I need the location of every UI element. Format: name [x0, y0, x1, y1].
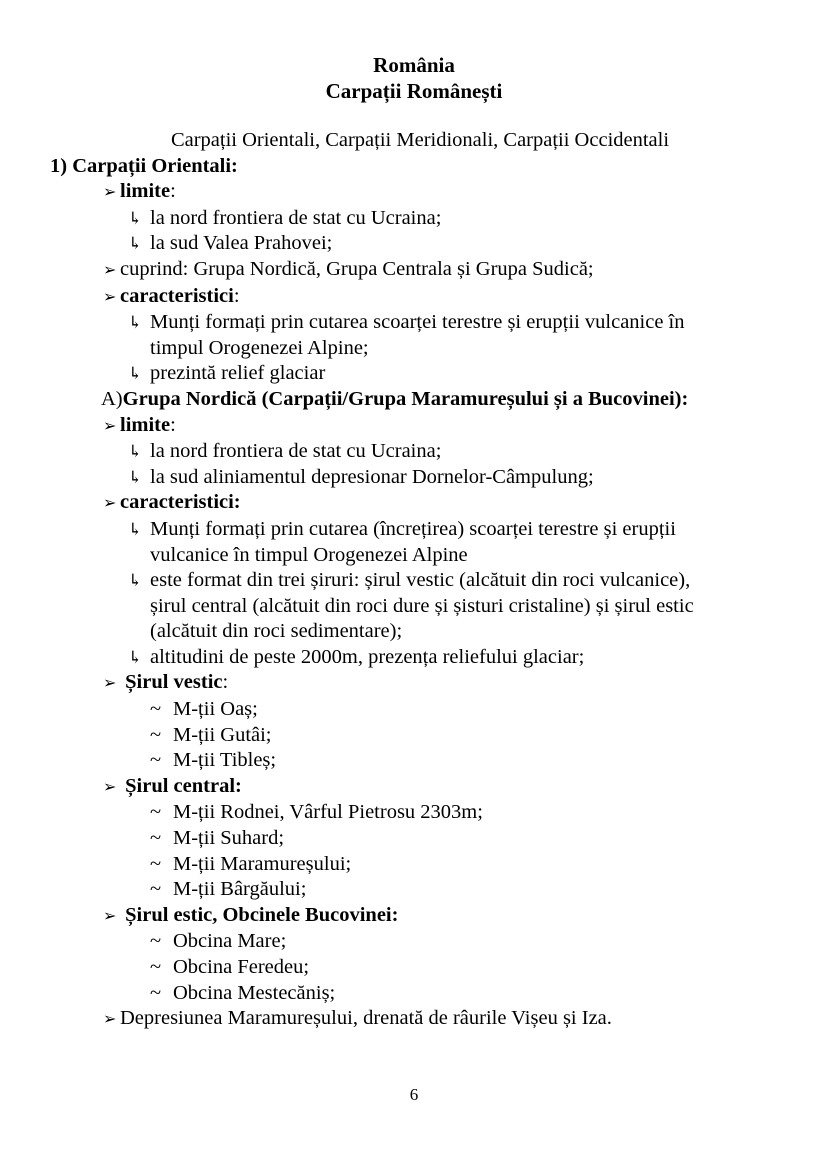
list-item: ~ Obcina Feredeu;: [0, 955, 828, 981]
page-number: 6: [409, 1085, 419, 1104]
hook-arrow-icon: ↳: [128, 571, 143, 591]
list-item: ~ M-ții Rodnei, Vârful Pietrosu 2303m;: [0, 800, 828, 826]
list-item-continued: vulcanice în timpul Orogenezei Alpine: [150, 543, 468, 566]
intro-line: Carpații Orientali, Carpații Meridionali, Carpații Occidentali: [170, 129, 670, 151]
list-item: ↳ la nord frontiera de stat cu Ucraina;: [0, 439, 828, 465]
tilde-bullet-icon: ~: [150, 749, 162, 772]
list-item: ↳ este format din trei șiruri: șirul vestic (alcătuit din roci vulcanice),: [0, 568, 757, 594]
tilde-bullet-icon: ~: [150, 878, 162, 901]
bullet-cuprind: ➢ cuprind: Grupa Nordică, Grupa Centrala și Grupa Sudică;: [0, 257, 828, 284]
arrow-bullet-icon: ➢: [103, 261, 117, 279]
hook-arrow-icon: ↳: [128, 519, 143, 539]
list-item: ~ M-ții Oaș;: [0, 697, 828, 723]
hook-arrow-icon: ↳: [128, 467, 143, 487]
list-item: ~ Obcina Mestecăniș;: [0, 981, 828, 1007]
group-heading-nordica: A)Grupa Nordică (Carpații/Grupa Maramureșului și a Bucovinei):: [101, 387, 689, 410]
hook-arrow-icon: ↳: [128, 208, 143, 228]
bullet-sir-vestic: ➢ Șirul vestic:: [0, 670, 828, 697]
list-item: ~ M-ții Tibleș;: [0, 748, 828, 774]
arrow-bullet-icon: ➢: [103, 417, 117, 435]
hook-arrow-icon: ↳: [128, 313, 143, 333]
list-item: ~ Obcina Mare;: [0, 929, 828, 955]
tilde-bullet-icon: ~: [150, 981, 162, 1004]
arrow-bullet-icon: ➢: [103, 778, 117, 796]
hook-arrow-icon: ↳: [128, 647, 143, 667]
arrow-bullet-icon: ➢: [103, 675, 117, 693]
bullet-limite: ➢ limite:: [0, 413, 828, 440]
bullet-caracteristici: ➢ caracteristici:: [0, 284, 828, 311]
limite-label: limite: [120, 180, 171, 203]
tilde-bullet-icon: ~: [150, 827, 162, 850]
bullet-limite: ➢ limite:: [0, 179, 828, 206]
list-item-continued: șirul central (alcătuit din roci dure și șisturi cristaline) și șirul estic: [150, 594, 694, 617]
tilde-bullet-icon: ~: [150, 698, 162, 721]
arrow-bullet-icon: ➢: [103, 184, 117, 202]
section-heading-orientali: 1) Carpații Orientali:: [50, 154, 238, 177]
arrow-bullet-icon: ➢: [103, 495, 117, 513]
list-item: ↳ Munți formați prin cutarea scoarței terestre și erupții vulcanice în: [0, 310, 757, 336]
caracteristici-label: caracteristici: [120, 284, 234, 307]
list-item: ~ M-ții Gutâi;: [0, 723, 828, 749]
bullet-sir-central: ➢ Șirul central:: [0, 774, 828, 801]
tilde-bullet-icon: ~: [150, 801, 162, 824]
list-item: ↳ Munți formați prin cutarea (încrețirea) scoarței terestre și erupții: [0, 517, 757, 543]
tilde-bullet-icon: ~: [150, 930, 162, 953]
bullet-depresiune: ➢ Depresiunea Maramureșului, drenată de râurile Vișeu și Iza.: [0, 1006, 828, 1033]
hook-arrow-icon: ↳: [128, 442, 143, 462]
list-item: ↳ altitudini de peste 2000m, prezența reliefului glaciar;: [0, 645, 828, 671]
tilde-bullet-icon: ~: [150, 723, 162, 746]
tilde-bullet-icon: ~: [150, 956, 162, 978]
hook-arrow-icon: ↳: [128, 234, 143, 254]
arrow-bullet-icon: ➢: [103, 288, 117, 306]
list-item: ~ M-ții Maramureșului;: [0, 852, 828, 878]
arrow-bullet-icon: ➢: [103, 1011, 117, 1029]
bullet-caracteristici: [0, 490, 828, 517]
document-page: [0, 52, 828, 1033]
hook-arrow-icon: ↳: [128, 364, 143, 384]
list-item: ↳ la sud aliniamentul depresionar Dornelor-Câmpulung;: [0, 465, 828, 491]
spacer: [0, 104, 828, 128]
page-title: România: [373, 53, 455, 77]
list-item-continued: (alcătuit din roci sedimentare);: [150, 620, 403, 643]
page-subtitle-title: Carpații Românești: [325, 79, 503, 103]
limite-label: limite: [120, 413, 171, 436]
list-item: ↳ la nord frontiera de stat cu Ucraina;: [0, 206, 828, 232]
arrow-bullet-icon: ➢: [103, 907, 117, 925]
list-item: ↳ prezintă relief glaciar: [0, 361, 828, 387]
caracteristici-label: caracteristici:: [120, 491, 241, 514]
tilde-bullet-icon: ~: [150, 852, 162, 875]
list-item: ~ M-ții Suhard;: [0, 826, 828, 852]
list-item: ~ M-ții Bârgăului;: [0, 877, 828, 903]
list-item: ↳ la sud Valea Prahovei;: [0, 231, 828, 257]
bullet-sir-estic: ➢ Șirul estic, Obcinele Bucovinei:: [0, 903, 828, 930]
list-item-continued: timpul Orogenezei Alpine;: [150, 336, 369, 359]
